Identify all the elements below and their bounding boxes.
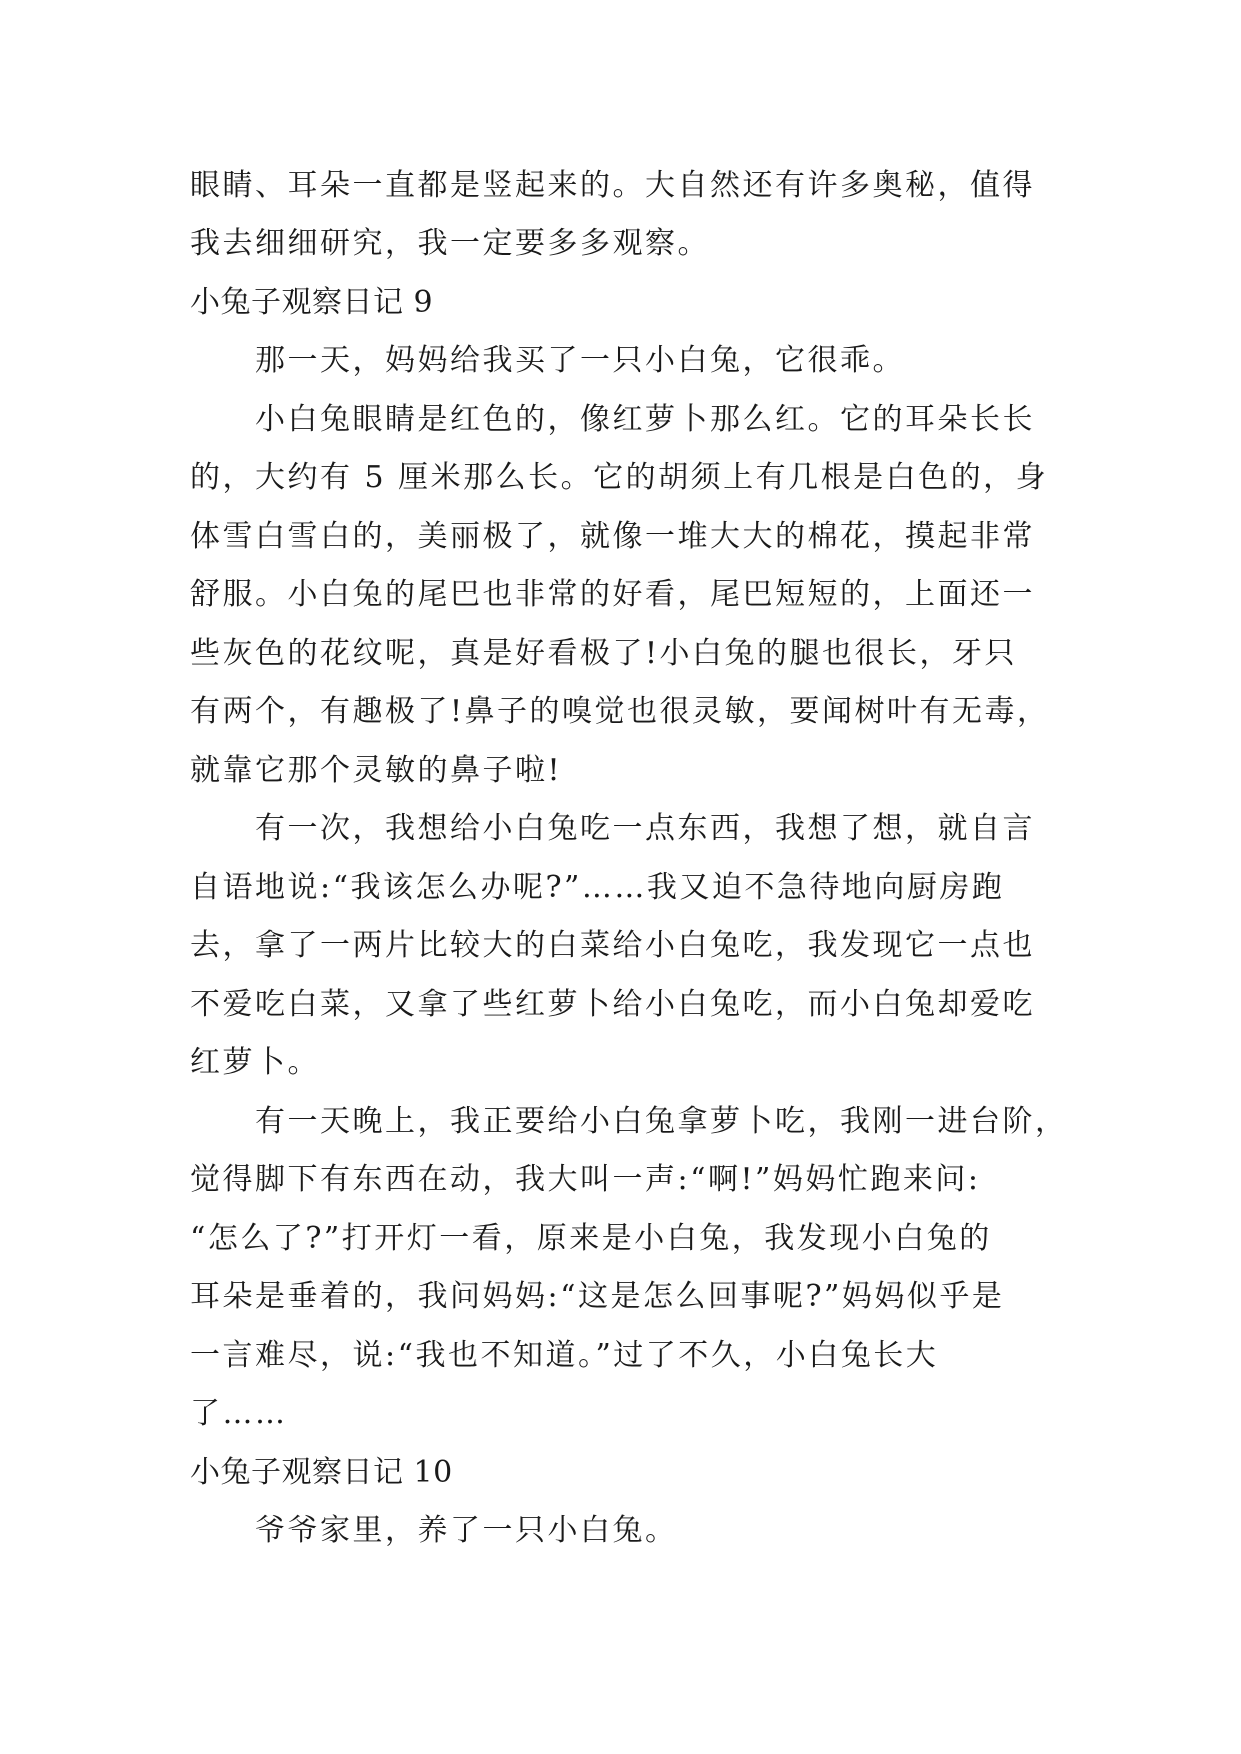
text-line: 爷爷家里，养了一只小白兔。 — [255, 1513, 678, 1548]
section-heading: 小兔子观察日记 10 — [190, 1455, 453, 1490]
text-line: 自语地说:“我该怎么办呢?”……我又迫不急待地向厨房跑 — [190, 870, 1005, 905]
text-line: 我去细细研究，我一定要多多观察。 — [190, 226, 710, 261]
text-line: 的，大约有 5 厘米那么长。它的胡须上有几根是白色的，身 — [190, 460, 1049, 495]
text-line: 了…… — [190, 1396, 288, 1431]
text-line: 有一次，我想给小白兔吃一点东西，我想了想，就自言 — [255, 811, 1035, 846]
text-line: 那一天，妈妈给我买了一只小白兔，它很乖。 — [255, 343, 905, 378]
text-line: 舒服。小白兔的尾巴也非常的好看，尾巴短短的，上面还一 — [190, 577, 1035, 612]
text-line: 一言难尽，说:“我也不知道。”过了不久，小白兔长大 — [190, 1338, 939, 1373]
text-line: 红萝卜。 — [190, 1045, 320, 1080]
text-line: 去，拿了一两片比较大的白菜给小白兔吃，我发现它一点也 — [190, 928, 1035, 963]
text-line: 耳朵是垂着的，我问妈妈:“这是怎么回事呢?”妈妈似乎是 — [190, 1279, 1005, 1314]
text-line: 小白兔眼睛是红色的，像红萝卜那么红。它的耳朵长长 — [255, 402, 1035, 437]
text-line: 觉得脚下有东西在动，我大叫一声:“啊!”妈妈忙跑来问: — [190, 1162, 981, 1197]
text-line: 有一天晚上，我正要给小白兔拿萝卜吃，我刚一进台阶， — [255, 1104, 1068, 1139]
text-line: 有两个，有趣极了!鼻子的嗅觉也很灵敏，要闻树叶有无毒， — [190, 694, 1050, 729]
text-line: 些灰色的花纹呢，真是好看极了!小白兔的腿也很长，牙只 — [190, 636, 1018, 671]
text-line: “怎么了?”打开灯一看，原来是小白兔，我发现小白兔的 — [190, 1221, 992, 1256]
text-line: 眼睛、耳朵一直都是竖起来的。大自然还有许多奥秘，值得 — [190, 168, 1035, 203]
section-heading: 小兔子观察日记 9 — [190, 285, 434, 320]
text-line: 体雪白雪白的，美丽极了，就像一堆大大的棉花，摸起非常 — [190, 519, 1035, 554]
text-line: 就靠它那个灵敏的鼻子啦! — [190, 753, 563, 788]
text-line: 不爱吃白菜，又拿了些红萝卜给小白兔吃，而小白兔却爱吃 — [190, 987, 1035, 1022]
